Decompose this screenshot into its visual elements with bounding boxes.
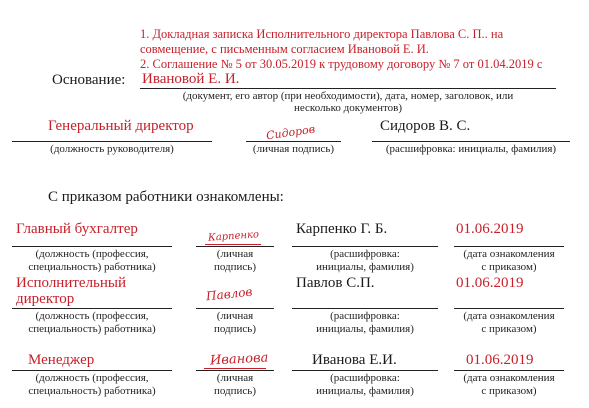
employee-2-cap-position: (должность (профессия, специальность) работника) [28,310,156,335]
head-cap-name: (расшифровка: инициалы, фамилия) [385,143,557,155]
basis-item2-line1: 2. Соглашение № 5 от 30.05.2019 к трудовому договору № 7 от 01.04.2019 с [140,57,543,71]
employee-2-cap-name: (расшифровка: инициалы, фамилия) [316,310,414,335]
employee-3-cap-signature: (личная подпись) [213,372,256,397]
employee-2-cap-date: (дата ознакомления с приказом) [463,310,555,335]
employee-3-name-line [292,370,438,371]
employee-1-cap-name: (расшифровка: инициалы, фамилия) [316,248,414,273]
employee-2-name-line [292,308,438,309]
employee-1-position-line [12,246,172,247]
employee-1-signature-stroke [205,244,261,245]
head-signature: Сидоров [265,122,316,143]
employee-2-date: 01.06.2019 [456,275,524,291]
employee-3-date-line [454,370,564,371]
employee-2-date-line [454,308,564,309]
employee-1-signature: Карпенко [207,229,260,244]
employee-3-cap-name: (расшифровка: инициалы, фамилия) [316,372,414,397]
employee-1-signature-line [196,246,274,247]
basis-caption-line2: несколько документов) [294,102,402,114]
employee-1-position: Главный бухгалтер [16,221,138,237]
head-name-line [372,141,570,142]
employee-1-date: 01.06.2019 [456,221,524,237]
employee-2-position-line1: Исполнительный [16,275,127,291]
head-name: Сидоров В. С. [380,118,471,134]
basis-item1-line1: 1. Докладная записка Исполнительного директора Павлова С. П.. на [140,27,504,41]
employee-2-cap-signature: (личная подпись) [213,310,256,335]
employee-1-name-line [292,246,438,247]
employee-2-position-line2: директор [16,291,75,307]
head-cap-position: (должность руководителя) [50,143,174,155]
employee-1-cap-signature: (личная подпись) [213,248,256,273]
basis-label: Основание: [52,72,126,88]
employee-3-signature-stroke [204,368,266,369]
employee-3-position-line [12,370,172,371]
employee-3-name: Иванова Е.И. [312,352,397,368]
head-position-line [12,141,212,142]
basis-item1-line2: совмещение, с письменным согласием Ивановой Е. И. [140,42,429,56]
employee-1-cap-position: (должность (профессия, специальность) работника) [28,248,156,273]
employee-2-signature: Павлов [205,284,254,304]
employee-3-cap-position: (должность (профессия, специальность) работника) [28,372,156,397]
employee-3-cap-date: (дата ознакомления с приказом) [463,372,555,397]
head-signature-line [246,141,341,142]
employee-3-date: 01.06.2019 [466,352,534,368]
employee-3-position: Менеджер [28,352,95,368]
head-position: Генеральный директор [48,118,194,134]
employee-2-position-line [12,308,172,309]
head-cap-signature: (личная подпись) [252,143,335,155]
basis-item2-line2: Ивановой Е. И. [142,71,240,87]
acquainted-heading: С приказом работники ознакомлены: [48,189,284,205]
employee-3-signature: Иванова [209,350,269,369]
employee-1-cap-date: (дата ознакомления с приказом) [463,248,555,273]
employee-2-name: Павлов С.П. [296,275,375,291]
basis-underline [140,88,556,89]
employee-1-name: Карпенко Г. Б. [296,221,388,237]
employee-2-signature-line [196,308,274,309]
employee-3-signature-line [196,370,274,371]
basis-caption-line1: (документ, его автор (при необходимости), дата, номер, заголовок, или [182,90,514,102]
employee-1-date-line [454,246,564,247]
